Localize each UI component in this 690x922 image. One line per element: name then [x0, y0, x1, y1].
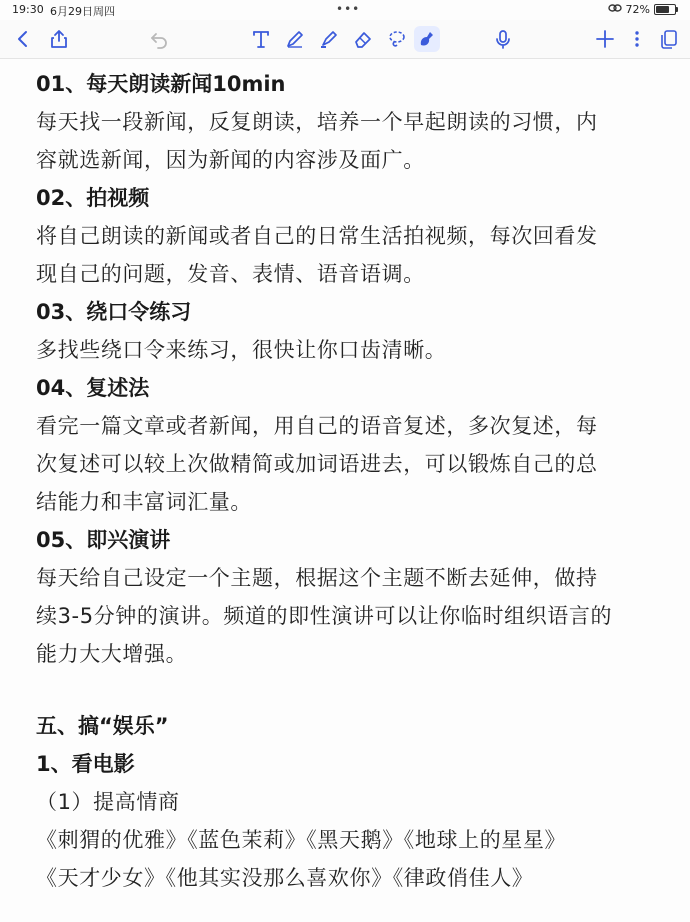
link-icon	[608, 3, 622, 16]
status-bar	[0, 0, 690, 20]
section-01-line-1: 每天找一段新闻，反复朗读，培养一个早起朗读的习惯，内	[36, 110, 598, 134]
battery-icon	[654, 4, 676, 15]
battery-fill	[656, 6, 669, 13]
add-icon[interactable]	[592, 26, 618, 52]
movies-subtitle: 1、看电影	[36, 752, 135, 776]
section-02-line-2: 现自己的问题，发音、表情、语音语调。	[36, 262, 425, 286]
section-01-line-2: 容就选新闻，因为新闻的内容涉及面广。	[36, 148, 425, 172]
section-05-line-3: 能力大大增强。	[36, 642, 188, 666]
text-tool-icon[interactable]	[248, 26, 274, 52]
section-03-line-1: 多找些绕口令来练习，很快让你口齿清晰。	[36, 338, 447, 362]
movies-category: （1）提高情商	[36, 790, 180, 814]
share-icon[interactable]	[46, 26, 72, 52]
section-04-title: 04、复述法	[36, 376, 150, 400]
section-01-title: 01、每天朗读新闻10min	[36, 72, 286, 96]
status-time: 19:30	[12, 3, 44, 16]
undo-icon[interactable]	[146, 26, 172, 52]
section-05-title: 05、即兴演讲	[36, 528, 171, 552]
movies-list-line-2: 《天才少女》《他其实没那么喜欢你》《律政俏佳人》	[36, 866, 534, 890]
section-04-line-1: 看完一篇文章或者新闻，用自己的语音复述，多次复述，每	[36, 414, 598, 438]
battery-percent: 72%	[625, 3, 650, 16]
section-04-line-3: 结能力和丰富词汇量。	[36, 490, 252, 514]
highlighter-icon[interactable]	[316, 26, 342, 52]
section-05-line-2: 续3-5分钟的演讲。频道的即性演讲可以让你临时组织语言的	[36, 604, 613, 628]
movies-list-line-1: 《刺猬的优雅》《蓝色茉莉》《黑天鹅》《地球上的星星》	[36, 828, 567, 852]
pen-icon[interactable]	[282, 26, 308, 52]
pages-icon[interactable]	[656, 26, 682, 52]
status-date: 6月29日周四	[50, 5, 115, 18]
toolbar	[0, 20, 690, 59]
lasso-icon[interactable]	[384, 26, 410, 52]
part-5-title: 五、搞“娱乐”	[36, 714, 169, 738]
microphone-icon[interactable]	[490, 26, 516, 52]
back-icon[interactable]	[10, 26, 36, 52]
section-03-title: 03、绕口令练习	[36, 300, 192, 324]
section-04-line-2: 次复述可以较上次做精简或加词语进去，可以锻炼自己的总	[36, 452, 598, 476]
eraser-icon[interactable]	[350, 26, 376, 52]
section-02-line-1: 将自己朗读的新闻或者自己的日常生活拍视频，每次回看发	[36, 224, 598, 248]
shape-icon[interactable]	[414, 26, 440, 52]
status-right	[608, 3, 676, 16]
multitasking-dots[interactable]: •••	[336, 2, 361, 16]
section-05-line-1: 每天给自己设定一个主题，根据这个主题不断去延伸，做持	[36, 566, 598, 590]
more-icon[interactable]	[624, 26, 650, 52]
section-02-title: 02、拍视频	[36, 186, 150, 210]
